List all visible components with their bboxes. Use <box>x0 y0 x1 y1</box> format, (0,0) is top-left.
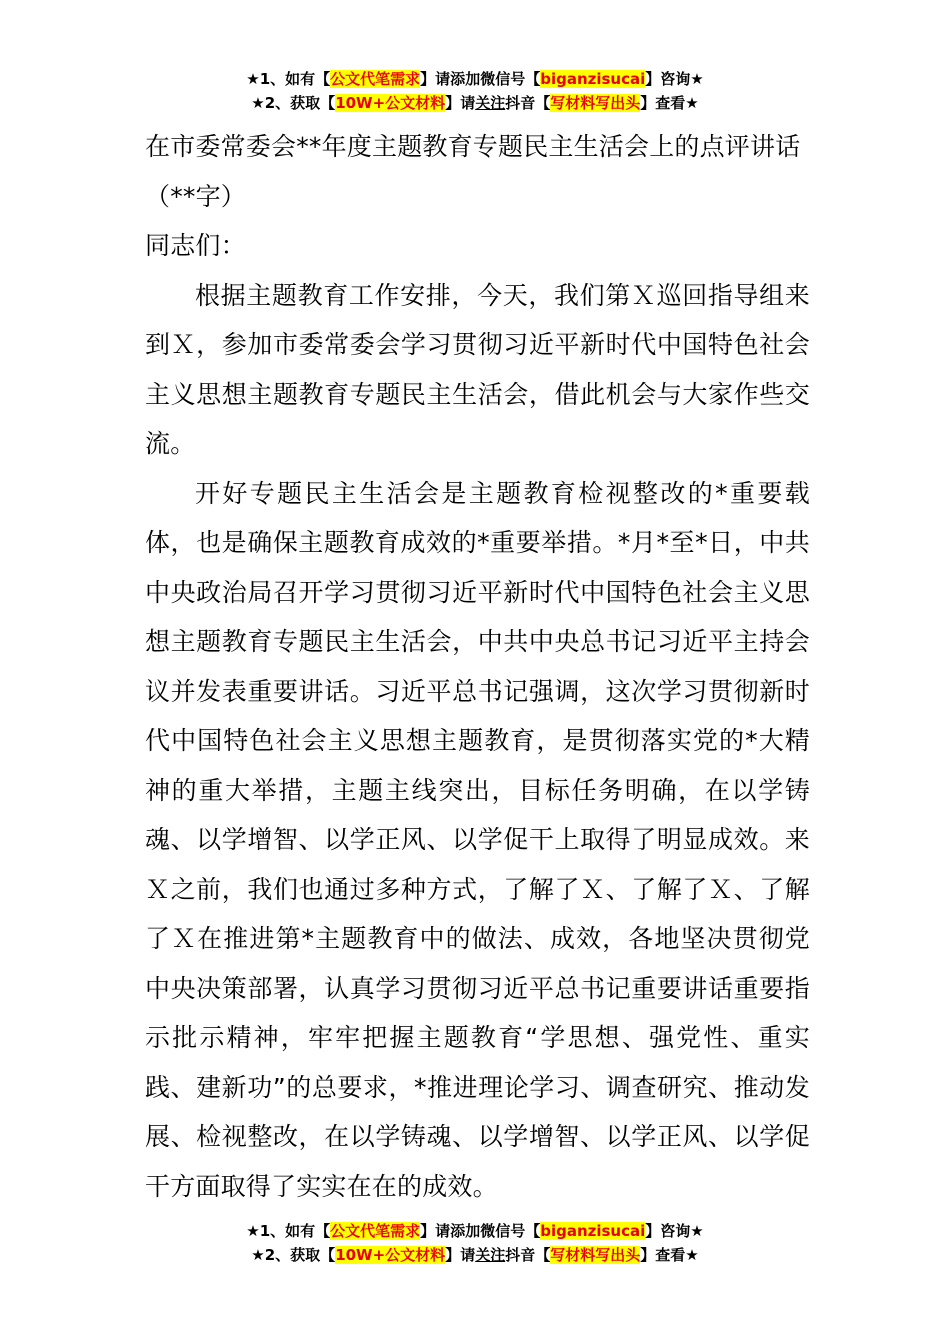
highlight-text: 公文代笔需求 <box>330 1222 421 1240</box>
wechat-id: biganzisucai <box>540 70 646 88</box>
promo-line-1: ★1、如有【公文代笔需求】请添加微信号【biganzisucai】咨询★ <box>246 70 704 88</box>
promo-line-1: ★1、如有【公文代笔需求】请添加微信号【biganzisucai】咨询★ <box>246 1222 704 1240</box>
promo-banner-top <box>0 67 950 115</box>
douyin-name: 写材料写出头 <box>550 94 641 112</box>
paragraph: 根据主题教育工作安排，今天，我们第Ｘ巡回指导组来到Ｘ，参加市委常委会学习贯彻习近平新时代中国特色社会主义思想主题教育专题民主生活会，借此机会与大家作些交流。 <box>145 280 810 458</box>
douyin-name: 写材料写出头 <box>550 1246 641 1264</box>
paragraph: 开好专题民主生活会是主题教育检视整改的*重要载体，也是确保主题教育成效的*重要举措。*月*至*日，中共中央政治局召开学习贯彻习近平新时代中国特色社会主义思想主题教育专题民主生活会，中共中央总书记习近平主持会议并发表重要讲话。习近平总书记强调，这次学习贯彻新时代中国特色社会主义思想主题教育，是贯彻落实党的*大精神的重大举措，主题主线突出，目标任务明确，在以学铸魂、以学增智、以学正风、以学促干上取得了明显成效。来Ｘ之前，我们也通过多种方式，了解了Ｘ、了解了Ｘ、了解了Ｘ在推进第*主题教育中的做法、成效，各地坚决贯彻党中央决策部署，认真学习贯彻习近平总书记重要讲话重要指示批示精神，牢牢把握主题教育“学思想、强党性、重实践、建新功”的总要求，*推进理论学习、调查研究、推动发展、检视整改，在以学铸魂、以学增智、以学正风、以学促干方面取得了实实在在的成效。 <box>145 478 810 1201</box>
salutation: 同志们： <box>145 231 246 260</box>
highlight-text: 公文代笔需求 <box>330 70 421 88</box>
highlight-text: 10W+公文材料 <box>335 94 446 112</box>
document-body <box>145 122 810 1211</box>
wechat-id: biganzisucai <box>540 1222 646 1240</box>
promo-line-2: ★2、获取【10W+公文材料】请关注抖音【写材料写出头】查看★ <box>251 1246 699 1264</box>
promo-banner-bottom <box>0 1219 950 1267</box>
highlight-text: 10W+公文材料 <box>335 1246 446 1264</box>
document-title: 在市委常委会**年度主题教育专题民主生活会上的点评讲话（**字） <box>145 132 801 211</box>
promo-line-2: ★2、获取【10W+公文材料】请关注抖音【写材料写出头】查看★ <box>251 94 699 112</box>
